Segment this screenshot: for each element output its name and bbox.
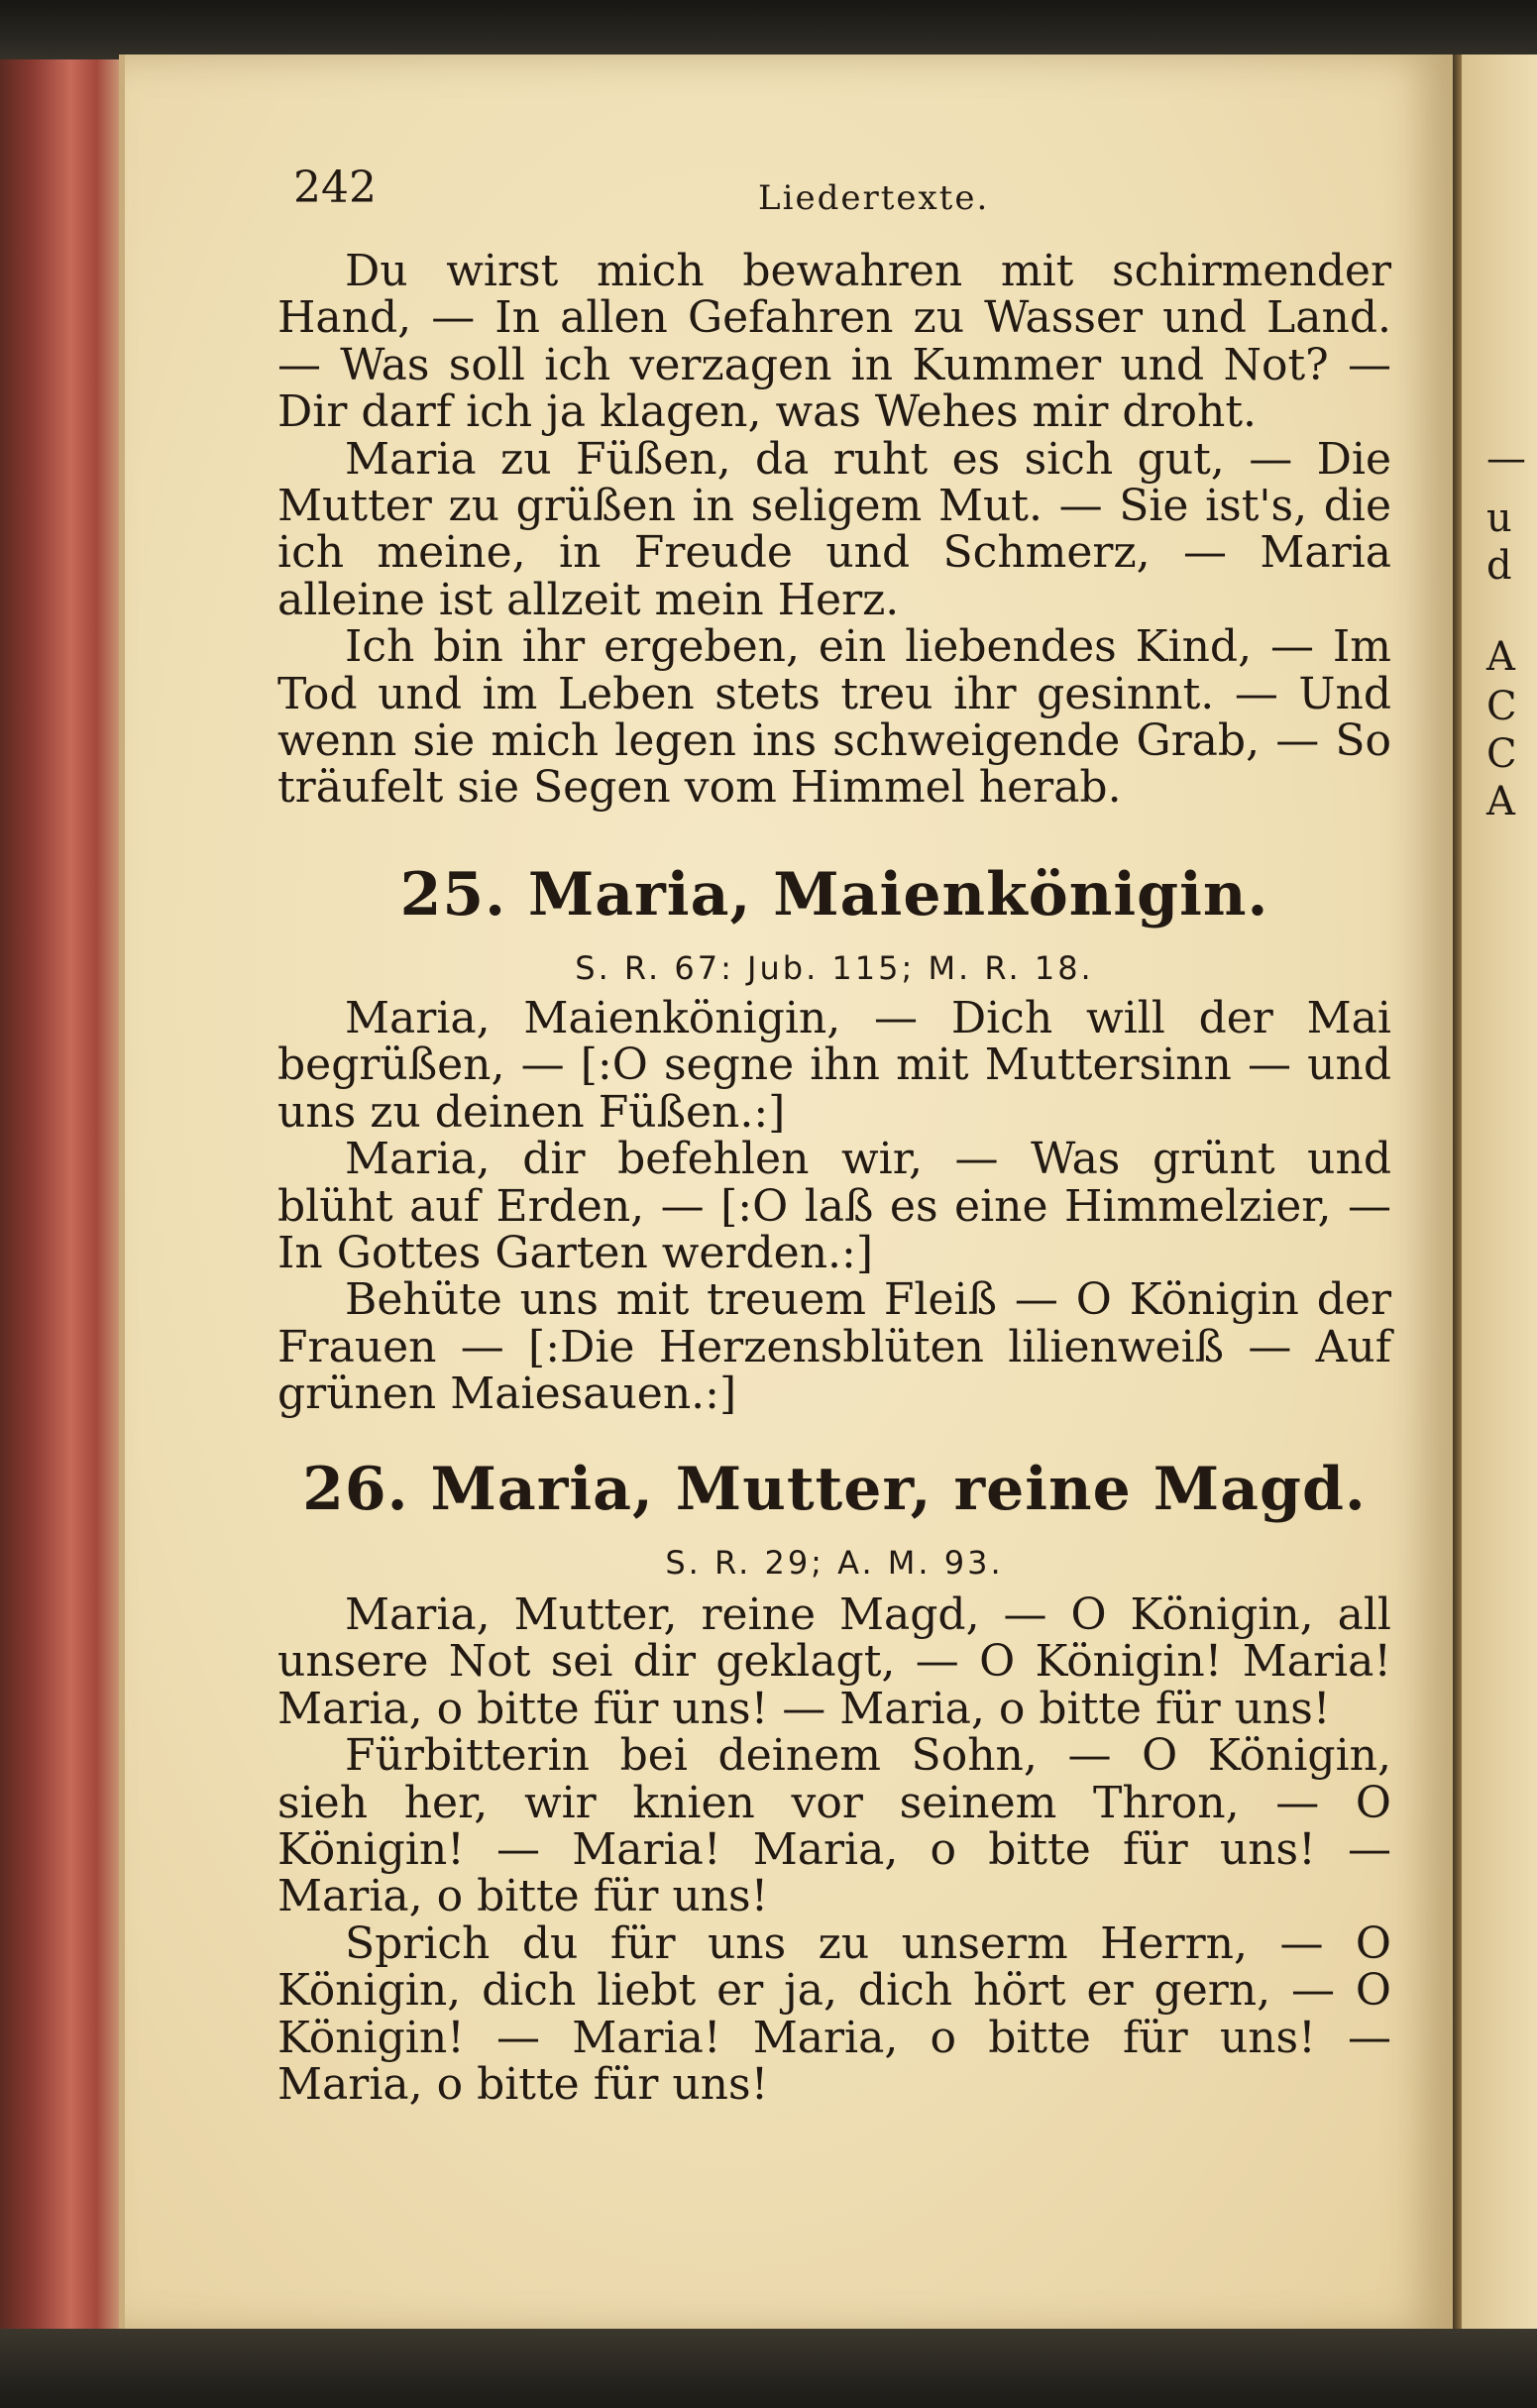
stanza: Sprich du für uns zu unserm Herrn, — O Königin, dich liebt er ja, dich hört er gern, — O Königin! — Maria! Maria, o bitte für uns! — Maria, o bitte für uns!	[277, 1917, 1391, 2111]
facing-page-fragment: A	[1486, 779, 1515, 824]
facing-page	[1457, 55, 1537, 2334]
facing-page-fragment: C	[1486, 684, 1517, 729]
stanza: Du wirst mich bewahren mit schirmender Hand, — In allen Gefahren zu Wasser und Land. — Was soll ich verzagen in Kummer und Not? — Dir darf ich ja klagen, was Wehes mir droht.	[277, 246, 1391, 438]
stanza: Fürbitterin bei deinem Sohn, — O Königin, sieh her, wir knien vor seinem Thron, — O Königin! — Maria! Maria, o bitte für uns! — Maria, o bitte für uns!	[277, 1730, 1391, 1922]
running-head: Liedertexte.	[758, 178, 990, 218]
song-25-source: S. R. 67: Jub. 115; M. R. 18.	[575, 949, 1094, 987]
song-25-text	[277, 995, 1391, 1418]
facing-page-fragment: —	[1486, 436, 1526, 482]
stanza: Ich bin ihr ergeben, ein liebendes Kind, — Im Tod und im Leben stets treu ihr gesinnt. — Und wenn sie mich legen ins schweigende Grab, — So träufelt sie Segen vom Himmel herab.	[277, 621, 1391, 814]
stanza: Maria, Maienkönigin, — Dich will der Mai begrüßen, — [:O segne ihn mit Muttersinn — und uns zu deinen Füßen.:]	[277, 993, 1391, 1138]
facing-page-fragment: C	[1486, 731, 1517, 777]
song-26-source: S. R. 29; A. M. 93.	[665, 1544, 1004, 1582]
song-26-title: 26. Maria, Mutter, reine Magd.	[302, 1455, 1367, 1524]
stanza: Behüte uns mit treuem Fleiß — O Königin der Frauen — [:Die Herzensblüten lilienweiß — Auf grünen Maiesauen.:]	[277, 1274, 1391, 1420]
stanza: Maria, dir befehlen wir, — Was grünt und blüht auf Erden, — [:O laß es eine Himmelzier, — In Gottes Garten werden.:]	[277, 1134, 1391, 1279]
background-bottom	[0, 2329, 1537, 2408]
facing-page-fragment: u	[1486, 495, 1512, 541]
facing-page-fragment: d	[1486, 543, 1512, 589]
song-25-title: 25. Maria, Maienkönigin.	[399, 860, 1269, 930]
stanza: Maria, Mutter, reine Magd, — O Königin, all unsere Not sei dir geklagt, — O Königin! Maria! Maria, o bitte für uns! — Maria, o bitte für uns!	[277, 1589, 1391, 1734]
page-number: 242	[293, 163, 377, 213]
song-26-text	[277, 1589, 1391, 2111]
song-24-ending	[277, 248, 1391, 812]
book-edge-red	[0, 59, 129, 2339]
facing-page-fragment: A	[1486, 634, 1515, 680]
stanza: Maria zu Füßen, da ruht es sich gut, — Die Mutter zu grüßen in seligem Mut. — Sie ist's, die ich meine, in Freude und Schmerz, — Maria alleine ist allzeit mein Herz.	[277, 433, 1391, 625]
